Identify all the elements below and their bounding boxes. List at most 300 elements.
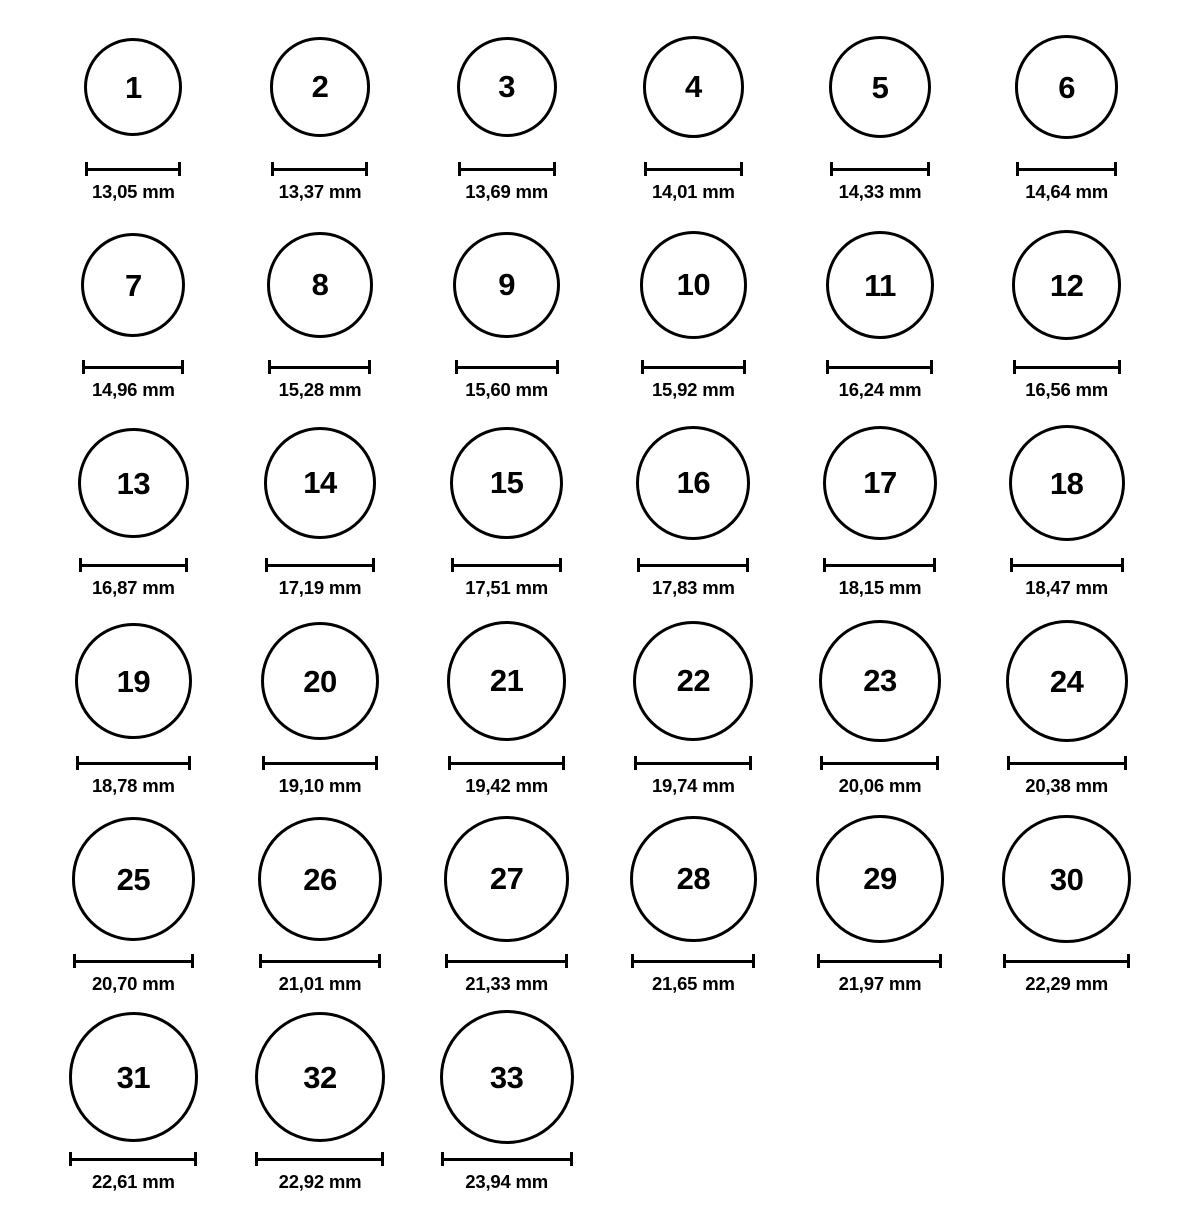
ring-diameter-label: 13,05 mm — [91, 181, 175, 202]
ring-diameter-label: 14,64 mm — [1025, 181, 1109, 202]
ring-size-number: 8 — [311, 267, 329, 303]
caliper-bar — [455, 366, 559, 369]
caliper-bar — [448, 762, 565, 765]
caliper-tick-right — [936, 756, 939, 770]
ring-circle-icon — [81, 233, 185, 337]
ring-measure — [830, 162, 930, 203]
caliper-icon — [458, 162, 556, 176]
caliper-tick-right — [381, 1152, 384, 1166]
caliper-tick-left — [445, 954, 448, 968]
ring-size-cell[interactable] — [227, 612, 414, 810]
caliper-tick-right — [740, 162, 743, 176]
caliper-bar — [441, 1158, 573, 1161]
caliper-tick-right — [375, 756, 378, 770]
ring-size-cell[interactable] — [787, 612, 974, 810]
ring-size-cell[interactable] — [40, 810, 227, 1008]
ring-diameter-label: 21,01 mm — [278, 973, 362, 994]
ring-circle-wrap — [447, 612, 566, 750]
ring-size-cell[interactable] — [413, 216, 600, 414]
ring-measure — [265, 558, 375, 599]
ring-circle-icon — [630, 816, 756, 942]
ring-measure — [271, 162, 368, 203]
caliper-icon — [82, 360, 184, 374]
ring-circle-wrap — [1002, 810, 1131, 948]
ring-circle-icon — [640, 231, 747, 338]
ring-diameter-label: 14,01 mm — [651, 181, 735, 202]
caliper-icon — [830, 162, 930, 176]
ring-size-number: 7 — [124, 267, 142, 303]
ring-measure — [448, 756, 565, 797]
ring-size-cell[interactable] — [227, 18, 414, 216]
ring-circle-wrap — [270, 18, 369, 156]
ring-circle-wrap — [1012, 216, 1122, 354]
ring-circle-wrap — [829, 18, 931, 156]
ring-circle-icon — [823, 426, 938, 541]
caliper-icon — [823, 558, 936, 572]
ring-circle-icon — [457, 37, 557, 137]
ring-diameter-label: 15,60 mm — [465, 379, 549, 400]
caliper-tick-right — [178, 162, 181, 176]
caliper-tick-right — [372, 558, 375, 572]
ring-measure — [73, 954, 194, 995]
ring-measure — [1003, 954, 1130, 995]
ring-size-number: 19 — [116, 663, 151, 699]
ring-measure — [82, 360, 184, 401]
caliper-icon — [641, 360, 746, 374]
caliper-bar — [644, 168, 743, 171]
ring-circle-wrap — [819, 612, 940, 750]
ring-circle-icon — [258, 817, 382, 941]
caliper-tick-left — [69, 1152, 72, 1166]
caliper-bar — [451, 564, 562, 567]
ring-diameter-label: 20,70 mm — [91, 973, 175, 994]
caliper-tick-right — [1124, 756, 1127, 770]
ring-size-number: 29 — [863, 861, 897, 897]
caliper-tick-right — [939, 954, 942, 968]
caliper-bar — [76, 762, 191, 765]
ring-size-number: 11 — [864, 267, 896, 303]
ring-size-cell[interactable] — [40, 1008, 227, 1206]
ring-circle-icon — [816, 815, 943, 942]
caliper-icon — [817, 954, 942, 968]
caliper-tick-left — [451, 558, 454, 572]
ring-circle-wrap — [84, 18, 182, 156]
caliper-bar — [631, 960, 755, 963]
caliper-icon — [1007, 756, 1127, 770]
ring-diameter-label: 20,38 mm — [1025, 775, 1109, 796]
ring-diameter-label: 15,92 mm — [651, 379, 735, 400]
caliper-tick-left — [265, 558, 268, 572]
ring-circle-wrap — [264, 414, 376, 552]
caliper-tick-right — [743, 360, 746, 374]
ring-circle-icon — [453, 232, 559, 338]
ring-size-cell[interactable] — [227, 216, 414, 414]
caliper-icon — [441, 1152, 573, 1166]
caliper-tick-right — [933, 558, 936, 572]
ring-diameter-label: 21,65 mm — [651, 973, 735, 994]
ring-measure — [823, 558, 936, 599]
ring-circle-icon — [633, 621, 753, 741]
caliper-icon — [69, 1152, 197, 1166]
caliper-icon — [255, 1152, 384, 1166]
ring-circle-icon — [75, 623, 192, 740]
caliper-icon — [644, 162, 743, 176]
caliper-tick-right — [194, 1152, 197, 1166]
caliper-icon — [1013, 360, 1121, 374]
caliper-tick-right — [556, 360, 559, 374]
ring-size-number: 21 — [489, 663, 524, 699]
ring-measure — [458, 162, 556, 203]
caliper-tick-left — [641, 360, 644, 374]
ring-size-cell[interactable] — [413, 1008, 600, 1206]
ring-diameter-label: 14,33 mm — [838, 181, 922, 202]
caliper-bar — [817, 960, 942, 963]
ring-size-number: 2 — [311, 69, 329, 105]
ring-size-cell[interactable] — [40, 414, 227, 612]
ring-circle-icon — [72, 817, 195, 940]
ring-circle-icon — [1006, 620, 1128, 742]
caliper-bar — [641, 366, 746, 369]
caliper-bar — [73, 960, 194, 963]
caliper-tick-left — [73, 954, 76, 968]
ring-circle-icon — [1015, 35, 1118, 138]
ring-size-number: 23 — [863, 663, 897, 699]
caliper-tick-left — [631, 954, 634, 968]
caliper-tick-left — [1016, 162, 1019, 176]
ring-diameter-label: 13,69 mm — [465, 181, 549, 202]
empty-cell — [973, 1008, 1160, 1206]
ring-circle-wrap — [255, 1008, 386, 1146]
caliper-icon — [631, 954, 755, 968]
ring-size-cell[interactable] — [227, 810, 414, 1008]
caliper-tick-right — [1127, 954, 1130, 968]
caliper-tick-left — [1007, 756, 1010, 770]
ring-size-cell[interactable] — [413, 612, 600, 810]
ring-diameter-label: 17,51 mm — [465, 577, 549, 598]
caliper-icon — [826, 360, 933, 374]
ring-size-cell[interactable] — [40, 216, 227, 414]
ring-diameter-label: 17,19 mm — [278, 577, 362, 598]
ring-circle-icon — [1002, 815, 1131, 944]
caliper-bar — [830, 168, 930, 171]
caliper-bar — [1003, 960, 1130, 963]
caliper-tick-right — [365, 162, 368, 176]
ring-size-grid — [40, 18, 1160, 1206]
caliper-tick-left — [634, 756, 637, 770]
caliper-icon — [455, 360, 559, 374]
caliper-icon — [1003, 954, 1130, 968]
caliper-tick-left — [271, 162, 274, 176]
ring-size-cell[interactable] — [600, 414, 787, 612]
ring-diameter-label: 22,92 mm — [278, 1171, 362, 1192]
ring-circle-wrap — [453, 216, 559, 354]
ring-measure — [631, 954, 755, 995]
caliper-bar — [82, 366, 184, 369]
ring-circle-wrap — [444, 810, 569, 948]
ring-size-cell[interactable] — [600, 810, 787, 1008]
ring-circle-icon — [84, 38, 182, 136]
ring-circle-icon — [826, 231, 935, 340]
ring-size-number: 9 — [498, 267, 516, 303]
ring-circle-icon — [819, 620, 940, 741]
ring-circle-icon — [829, 36, 931, 138]
caliper-bar — [85, 168, 181, 171]
ring-circle-icon — [440, 1010, 574, 1144]
caliper-tick-left — [1003, 954, 1006, 968]
ring-measure — [255, 1152, 384, 1193]
ring-circle-icon — [69, 1012, 199, 1142]
caliper-tick-left — [823, 558, 826, 572]
caliper-bar — [271, 168, 368, 171]
ring-size-cell[interactable] — [787, 810, 974, 1008]
ring-measure — [451, 558, 562, 599]
ring-diameter-label: 21,97 mm — [838, 973, 922, 994]
ring-size-cell[interactable] — [40, 18, 227, 216]
ring-circle-wrap — [643, 18, 744, 156]
caliper-bar — [79, 564, 188, 567]
caliper-bar — [826, 366, 933, 369]
caliper-icon — [268, 360, 371, 374]
ring-size-cell[interactable] — [413, 414, 600, 612]
ring-circle-wrap — [440, 1008, 574, 1146]
caliper-tick-left — [85, 162, 88, 176]
ring-size-number: 22 — [676, 663, 711, 699]
ring-size-cell[interactable] — [973, 810, 1160, 1008]
ring-size-number: 6 — [1058, 69, 1076, 105]
ring-measure — [259, 954, 381, 995]
ring-size-number: 3 — [498, 69, 516, 105]
ring-measure — [1016, 162, 1117, 203]
caliper-icon — [79, 558, 188, 572]
ring-size-number: 12 — [1049, 267, 1084, 303]
ring-size-cell[interactable] — [787, 18, 974, 216]
caliper-icon — [73, 954, 194, 968]
ring-diameter-label: 18,15 mm — [838, 577, 922, 598]
caliper-tick-left — [1010, 558, 1013, 572]
caliper-tick-left — [448, 756, 451, 770]
ring-size-cell[interactable] — [787, 216, 974, 414]
ring-size-number: 26 — [303, 861, 337, 897]
caliper-tick-left — [76, 756, 79, 770]
caliper-bar — [255, 1158, 384, 1161]
ring-circle-wrap — [640, 216, 747, 354]
ring-circle-wrap — [457, 18, 557, 156]
ring-measure — [455, 360, 559, 401]
caliper-tick-left — [826, 360, 829, 374]
ring-circle-icon — [267, 232, 372, 337]
ring-diameter-label: 23,94 mm — [465, 1171, 549, 1192]
ring-size-cell[interactable] — [973, 18, 1160, 216]
caliper-tick-left — [79, 558, 82, 572]
caliper-bar — [1007, 762, 1127, 765]
ring-measure — [1007, 756, 1127, 797]
ring-measure — [441, 1152, 573, 1193]
ring-circle-wrap — [72, 810, 195, 948]
caliper-tick-right — [553, 162, 556, 176]
ring-measure — [826, 360, 933, 401]
ring-size-number: 1 — [124, 69, 142, 105]
ring-size-number: 14 — [303, 465, 337, 501]
ring-diameter-label: 22,29 mm — [1025, 973, 1109, 994]
ring-circle-icon — [636, 426, 750, 540]
ring-measure — [637, 558, 749, 599]
caliper-tick-left — [82, 360, 85, 374]
caliper-bar — [637, 564, 749, 567]
caliper-tick-right — [930, 360, 933, 374]
ring-circle-wrap — [826, 216, 935, 354]
ring-diameter-label: 17,83 mm — [651, 577, 735, 598]
ring-size-cell[interactable] — [787, 414, 974, 612]
caliper-tick-right — [746, 558, 749, 572]
ring-size-number: 17 — [863, 465, 897, 501]
caliper-tick-left — [817, 954, 820, 968]
ring-size-cell[interactable] — [973, 216, 1160, 414]
caliper-bar — [634, 762, 752, 765]
ring-diameter-label: 21,33 mm — [465, 973, 549, 994]
ring-size-cell[interactable] — [973, 414, 1160, 612]
caliper-tick-right — [1114, 162, 1117, 176]
caliper-tick-right — [368, 360, 371, 374]
ring-diameter-label: 15,28 mm — [278, 379, 362, 400]
ring-circle-wrap — [267, 216, 372, 354]
caliper-tick-right — [191, 954, 194, 968]
caliper-tick-right — [188, 756, 191, 770]
ring-circle-wrap — [1009, 414, 1125, 552]
ring-diameter-label: 18,47 mm — [1025, 577, 1109, 598]
ring-size-number: 5 — [871, 69, 889, 105]
ring-circle-wrap — [1015, 18, 1118, 156]
ring-size-cell[interactable] — [227, 414, 414, 612]
ring-size-number: 28 — [676, 861, 711, 897]
ring-circle-wrap — [261, 612, 379, 750]
ring-measure — [76, 756, 191, 797]
ring-size-number: 18 — [1049, 465, 1084, 501]
caliper-tick-right — [749, 756, 752, 770]
ring-size-cell[interactable] — [40, 612, 227, 810]
ring-measure — [69, 1152, 197, 1193]
caliper-tick-right — [378, 954, 381, 968]
ring-measure — [641, 360, 746, 401]
ring-diameter-label: 18,78 mm — [91, 775, 175, 796]
ring-size-number: 32 — [303, 1059, 337, 1095]
ring-circle-wrap — [69, 1008, 199, 1146]
ring-measure — [85, 162, 181, 203]
ring-size-number: 30 — [1049, 861, 1084, 897]
caliper-icon — [820, 756, 939, 770]
caliper-tick-right — [185, 558, 188, 572]
ring-size-number: 24 — [1049, 663, 1084, 699]
ring-size-cell[interactable] — [227, 1008, 414, 1206]
ring-circle-icon — [450, 427, 563, 540]
ring-size-number: 33 — [489, 1059, 524, 1095]
ring-size-number: 31 — [116, 1059, 151, 1095]
caliper-icon — [451, 558, 562, 572]
caliper-tick-left — [830, 162, 833, 176]
ring-circle-wrap — [636, 414, 750, 552]
caliper-bar — [265, 564, 375, 567]
ring-size-cell[interactable] — [973, 612, 1160, 810]
ring-diameter-label: 22,61 mm — [91, 1171, 175, 1192]
caliper-icon — [1016, 162, 1117, 176]
caliper-tick-right — [570, 1152, 573, 1166]
caliper-icon — [262, 756, 378, 770]
ring-circle-icon — [255, 1012, 386, 1143]
ring-size-number: 13 — [116, 465, 151, 501]
ring-measure — [644, 162, 743, 203]
ring-size-number: 10 — [676, 267, 711, 303]
caliper-bar — [1010, 564, 1124, 567]
caliper-tick-right — [565, 954, 568, 968]
caliper-tick-right — [559, 558, 562, 572]
empty-cell — [600, 1008, 787, 1206]
caliper-tick-right — [927, 162, 930, 176]
caliper-tick-right — [562, 756, 565, 770]
caliper-tick-right — [181, 360, 184, 374]
ring-measure — [634, 756, 752, 797]
ring-circle-icon — [447, 621, 566, 740]
empty-cell — [787, 1008, 974, 1206]
ring-circle-icon — [643, 36, 744, 137]
caliper-tick-left — [441, 1152, 444, 1166]
ring-measure — [1010, 558, 1124, 599]
caliper-tick-left — [268, 360, 271, 374]
caliper-bar — [262, 762, 378, 765]
caliper-icon — [448, 756, 565, 770]
ring-diameter-label: 16,24 mm — [838, 379, 922, 400]
ring-diameter-label: 16,56 mm — [1025, 379, 1109, 400]
ring-size-cell[interactable] — [600, 18, 787, 216]
ring-circle-icon — [78, 428, 189, 539]
ring-circle-icon — [1009, 425, 1125, 541]
ring-measure — [262, 756, 378, 797]
ring-size-cell[interactable] — [600, 612, 787, 810]
caliper-tick-left — [458, 162, 461, 176]
caliper-tick-left — [259, 954, 262, 968]
ring-circle-icon — [444, 816, 569, 941]
caliper-bar — [445, 960, 568, 963]
ring-diameter-label: 14,96 mm — [91, 379, 175, 400]
caliper-bar — [1016, 168, 1117, 171]
ring-size-number: 16 — [676, 465, 711, 501]
caliper-icon — [634, 756, 752, 770]
ring-measure — [268, 360, 371, 401]
ring-measure — [820, 756, 939, 797]
ring-diameter-label: 13,37 mm — [278, 181, 362, 202]
ring-size-cell[interactable] — [600, 216, 787, 414]
ring-diameter-label: 20,06 mm — [838, 775, 922, 796]
caliper-bar — [1013, 366, 1121, 369]
caliper-icon — [445, 954, 568, 968]
caliper-icon — [265, 558, 375, 572]
caliper-tick-left — [1013, 360, 1016, 374]
ring-size-cell[interactable] — [413, 810, 600, 1008]
ring-circle-wrap — [633, 612, 753, 750]
ring-size-number: 15 — [489, 465, 524, 501]
ring-circle-wrap — [450, 414, 563, 552]
caliper-icon — [85, 162, 181, 176]
caliper-icon — [1010, 558, 1124, 572]
caliper-tick-left — [255, 1152, 258, 1166]
caliper-tick-left — [262, 756, 265, 770]
ring-circle-wrap — [823, 414, 938, 552]
caliper-tick-left — [644, 162, 647, 176]
ring-circle-wrap — [630, 810, 756, 948]
ring-diameter-label: 19,42 mm — [465, 775, 549, 796]
ring-circle-wrap — [75, 612, 192, 750]
ring-diameter-label: 16,87 mm — [91, 577, 175, 598]
ring-size-cell[interactable] — [413, 18, 600, 216]
caliper-tick-right — [1121, 558, 1124, 572]
